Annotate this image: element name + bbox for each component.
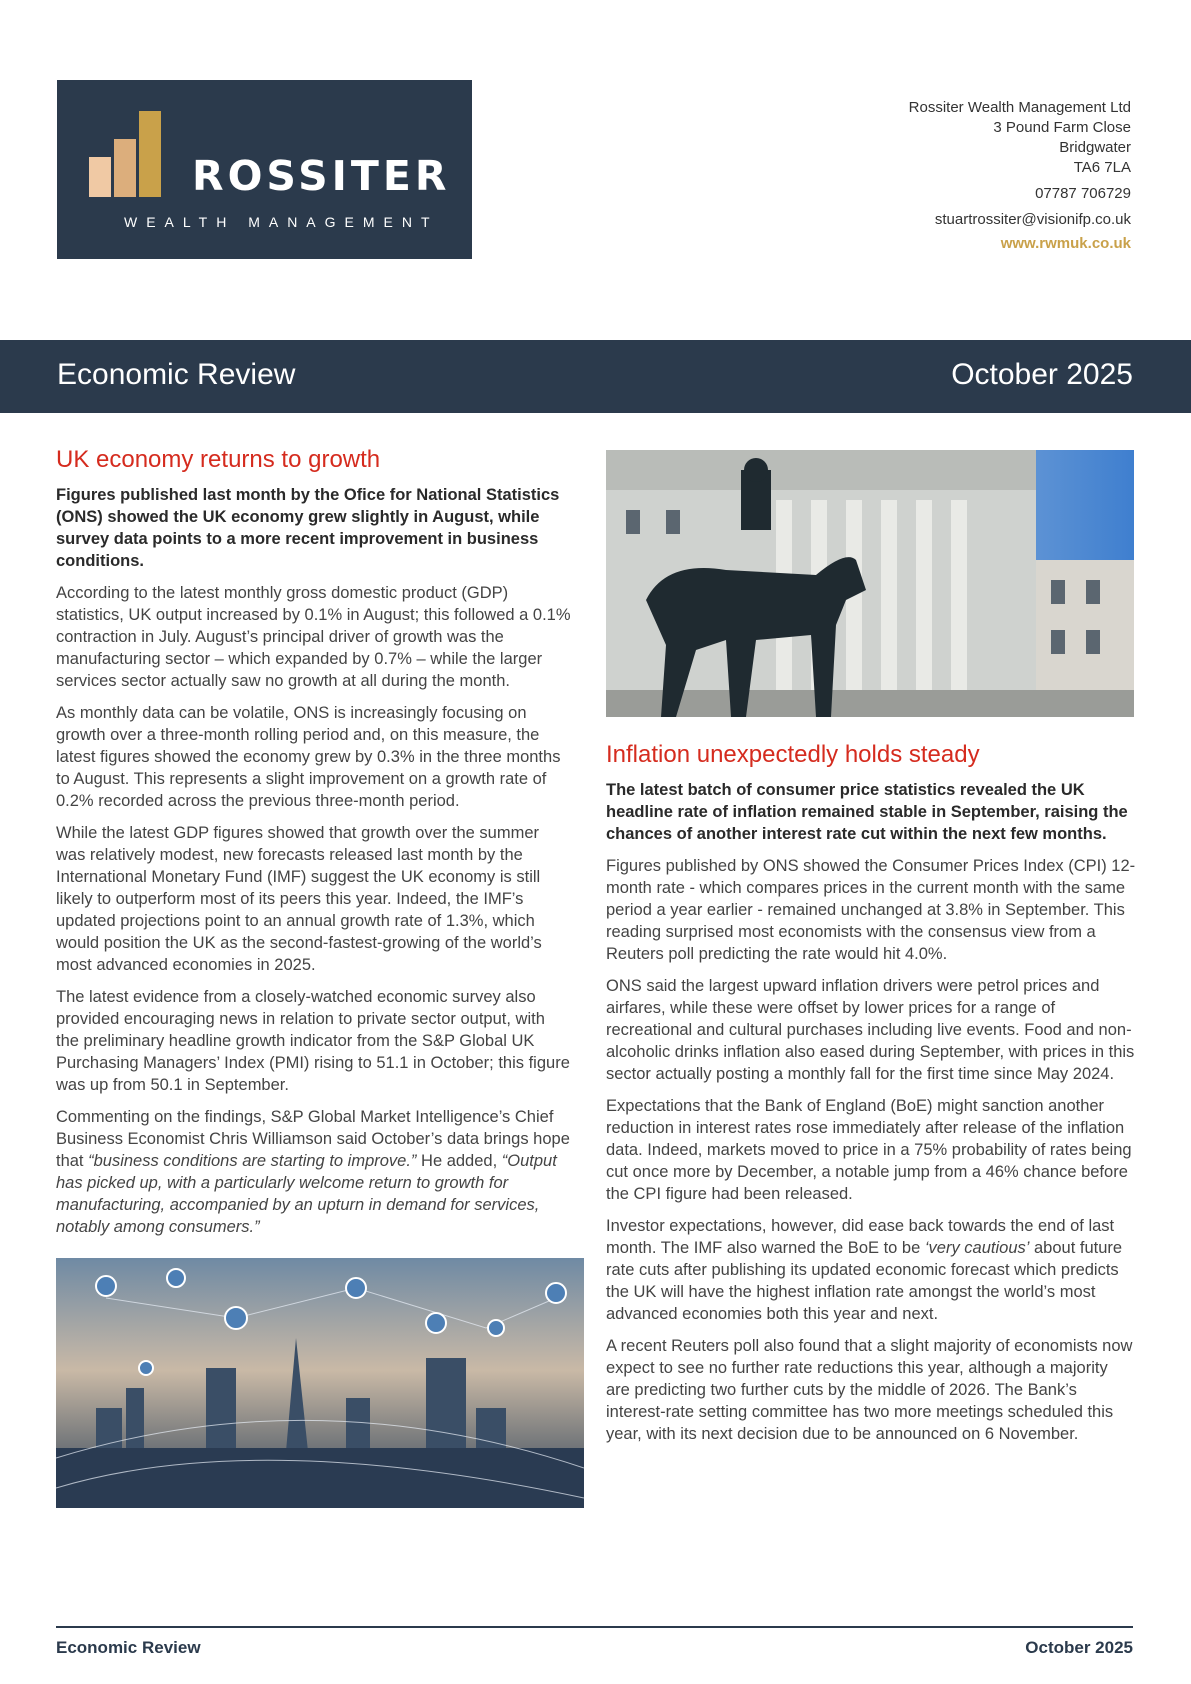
article2-paragraph: A recent Reuters poll also found that a slight majority of economists now expect to see no further rate reductions this year, although a majority are predicting two further cuts by the middle of 2026. The Bank’s interest-rate setting committee has two more meetings scheduled this year, with its next decision due to be announced on 6 November. xyxy=(606,1337,1133,1443)
issue-date: October 2025 xyxy=(951,358,1133,391)
logo-tagline: WEALTH MANAGEMENT xyxy=(124,214,439,230)
address-postcode: TA6 7LA xyxy=(1073,159,1131,176)
article2-paragraph-quote xyxy=(606,1215,1136,1325)
quote-mid: He added, xyxy=(416,1152,502,1170)
address-town: Bridgwater xyxy=(1059,139,1131,156)
right-column xyxy=(606,450,1136,1455)
phone-number: 07787 706729 xyxy=(1035,185,1131,202)
title-band xyxy=(0,340,1191,413)
left-column xyxy=(56,446,571,1508)
article1-paragraph: As monthly data can be volatile, ONS is increasingly focusing on growth over a three-month rolling period and, on this measure, the latest figures showed the economy grew by 0.3% in the three months to August. This represents a slight improvement on a growth rate of 0.2% recorded across the previous three-month period. xyxy=(56,704,561,810)
contact-block xyxy=(909,98,1131,254)
page-title: Economic Review xyxy=(57,358,296,391)
footer-title: Economic Review xyxy=(56,1638,201,1657)
article1-paragraph-quote xyxy=(56,1106,571,1238)
address-street: 3 Pound Farm Close xyxy=(993,119,1131,136)
article2-lead: The latest batch of consumer price statistics revealed the UK headline rate of inflation remained stable in September, raising the chances of another interest rate cut within the next few months. xyxy=(606,781,1128,843)
article1-paragraph: According to the latest monthly gross domestic product (GDP) statistics, UK output increased by 0.1% in August; this followed a 0.1% contraction in July. August’s principal driver of growth was the manufacturing sector – which expanded by 0.7% – while the larger services sector actually saw no growth at all during the month. xyxy=(56,584,571,690)
article2-paragraph: ONS said the largest upward inflation drivers were petrol prices and airfares, while these were offset by lower prices for a range of recreational and cultural purchases including live events. Food and non-alcoholic drinks inflation also eased during September, with prices in this sector actually posting a monthly fall for the first time since May 2024. xyxy=(606,977,1135,1083)
email-link[interactable]: stuartrossiter@visionifp.co.uk xyxy=(934,211,1131,228)
bar-chart-logo-icon xyxy=(89,111,179,197)
company-name: Rossiter Wealth Management Ltd xyxy=(908,99,1131,116)
quote-text: “Output has picked up, with a particularly welcome return to growth for manufacturing, accompanied by an upturn in demand for services, notably among consumers.” xyxy=(56,1152,557,1236)
article1-paragraph: The latest evidence from a closely-watched economic survey also provided encouraging news in relation to private sector output, with the preliminary headline growth indicator from the S&P Global UK Purchasing Managers’ Index (PMI) rising to 51.1 in October; this figure was up from 50.1 in September. xyxy=(56,988,570,1094)
article2-paragraph: Expectations that the Bank of England (BoE) might sanction another reduction in interest rates rose immediately after release of the inflation data. Indeed, markets moved to price in a 75% probability of rates being cut once more by December, a notable jump from a 46% chance before the CPI figure had been released. xyxy=(606,1097,1132,1203)
article1-lead: Figures published last month by the Ofice for National Statistics (ONS) showed the UK economy grew slightly in August, while survey data points to a more recent improvement in business conditions. xyxy=(56,486,560,570)
company-logo xyxy=(57,80,472,259)
bank-of-england-photo xyxy=(606,450,1134,717)
quote-text: ‘very cautious’ xyxy=(924,1239,1030,1257)
footer-date: October 2025 xyxy=(1025,1638,1133,1657)
quote-intro: Commenting on the findings, S&P Global Market Intelligence’s Chief Business Economist Chris Williamson said October’s data brings hope that xyxy=(56,1108,570,1170)
quote-rest: about future rate cuts after publishing its updated economic forecast which predicts the UK will have the highest inflation rate amongst the world’s most advanced economies both this year and next. xyxy=(606,1239,1123,1323)
quote-text: “business conditions are starting to improve.” xyxy=(88,1152,417,1170)
article1-paragraph: While the latest GDP figures showed that growth over the summer was relatively modest, new forecasts released last month by the International Monetary Fund (IMF) suggest the UK economy is still likely to outperform most of its peers this year. Indeed, the IMF’s updated projections point to an annual growth rate of 1.3%, which would position the UK as the second-fastest-growing of the world’s most advanced economies in 2025. xyxy=(56,824,542,974)
article2-paragraph: Figures published by ONS showed the Consumer Prices Index (CPI) 12-month rate - which compares prices in the current month with the same period a year earlier - remained unchanged at 3.8% in September. This reading surprised most economists with the consensus view from a Reuters poll predicting the rate would hit 4.0%. xyxy=(606,857,1136,963)
footer-divider xyxy=(56,1626,1133,1628)
website-link[interactable]: www.rwmuk.co.uk xyxy=(1000,235,1131,252)
article2-heading: Inflation unexpectedly holds steady xyxy=(606,741,980,768)
quote-intro: Investor expectations, however, did ease back towards the end of last month. The IMF also warned the BoE to be xyxy=(606,1217,1115,1257)
city-network-photo xyxy=(56,1258,584,1508)
logo-wordmark: ROSSITER xyxy=(192,152,451,200)
article1-heading: UK economy returns to growth xyxy=(56,446,381,473)
